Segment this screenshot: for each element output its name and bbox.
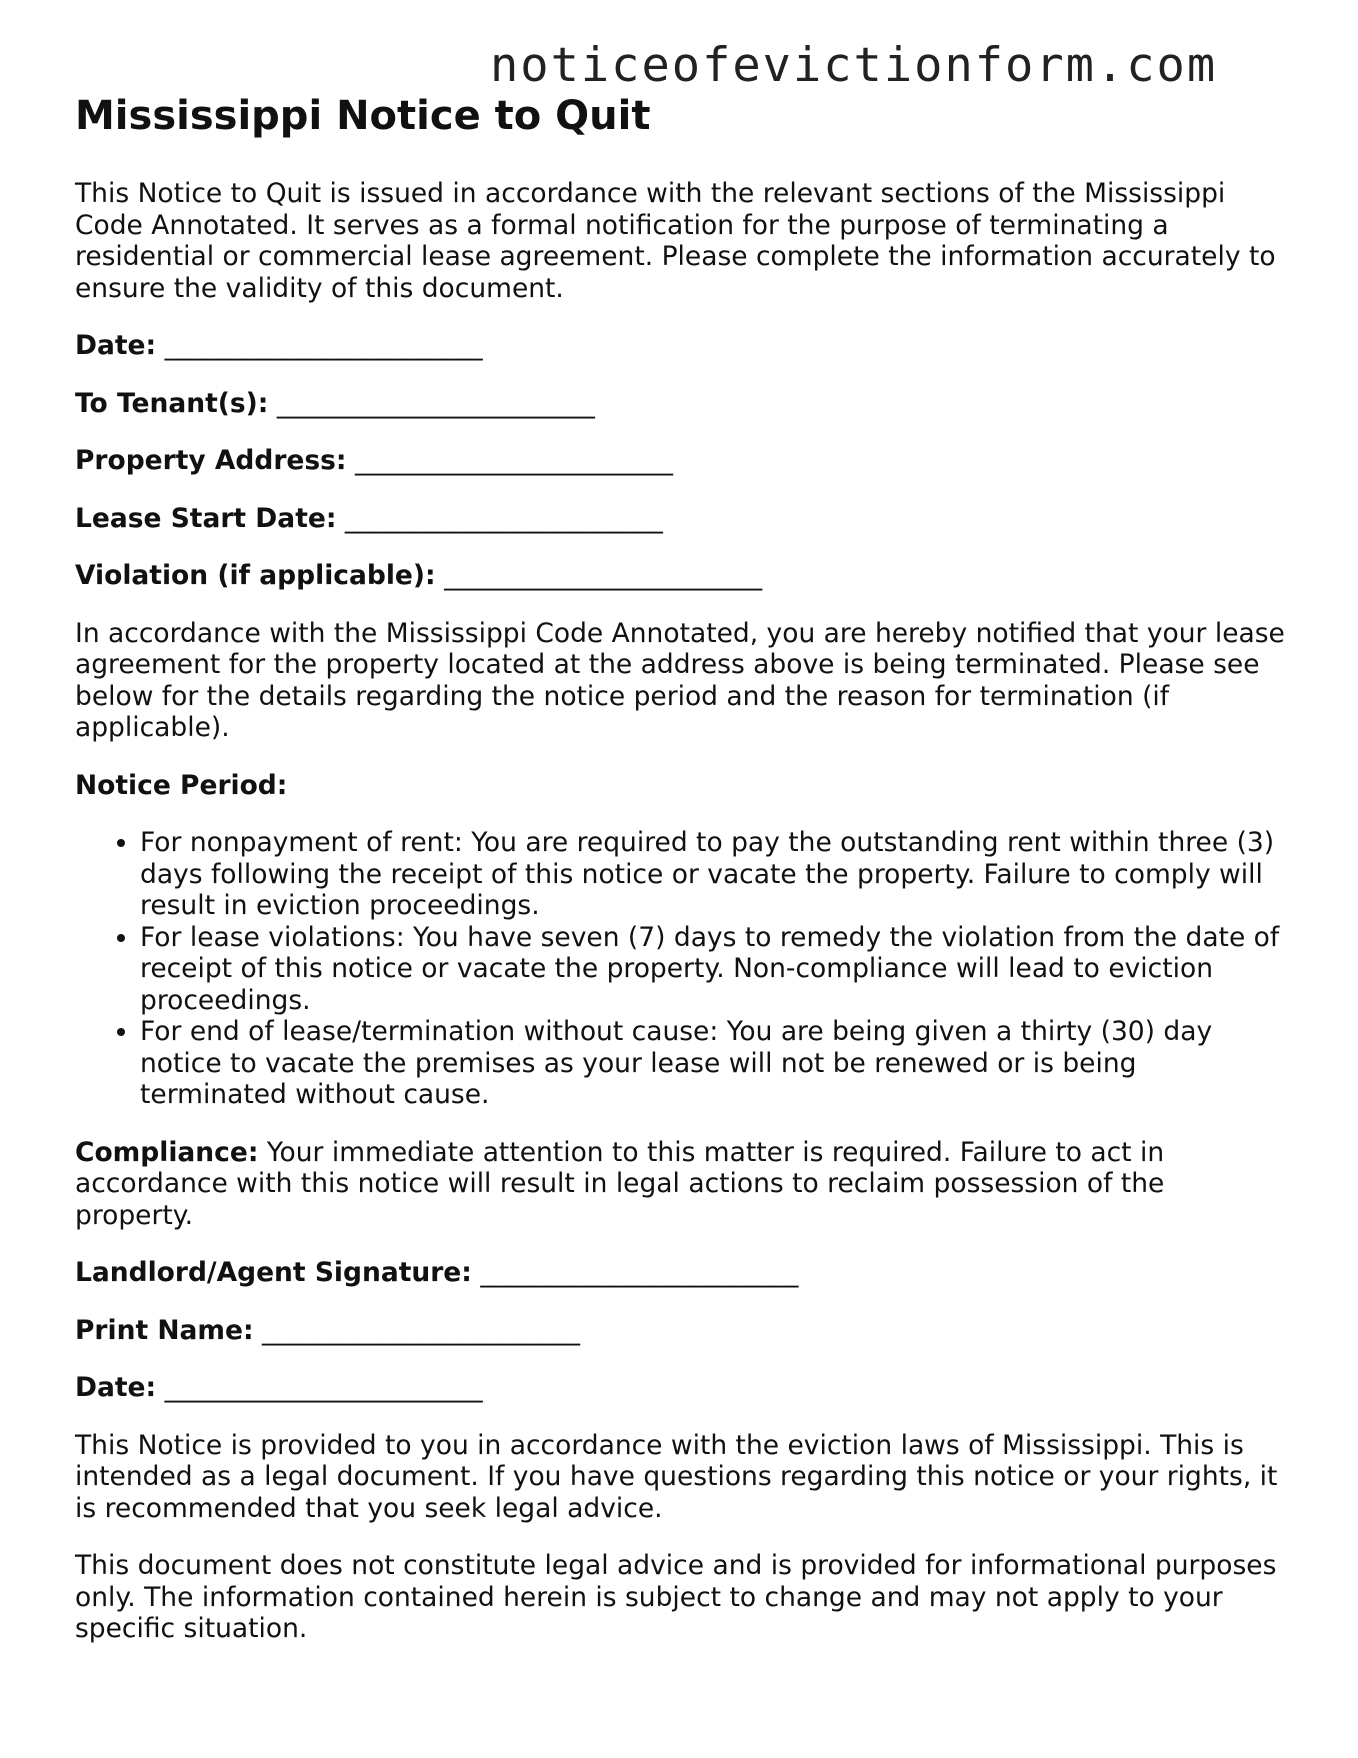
site-watermark: noticeofevictionform.com (490, 38, 1218, 93)
intro-paragraph: This Notice to Quit is issued in accordance with the relevant sections of the Mississippi Code Annotated. It serves as a formal notification for the purpose of terminating a residential or commercial lease agreement. Please complete the information accurately to ensure the validity of this document. (75, 178, 1276, 304)
property-address-field (75, 445, 1285, 477)
page-title: Mississippi Notice to Quit (75, 93, 651, 139)
closing-paragraph-legal: This Notice is provided to you in accordance with the eviction laws of Mississippi. This is intended as a legal document. If you have questions regarding this notice or your rights, it is recommended that you seek legal advice. (75, 1429, 1278, 1524)
print-name-blank[interactable]: ________________________ (262, 1314, 581, 1346)
property-address-label: Property Address: (75, 445, 347, 476)
tenant-label: To Tenant(s): (75, 387, 269, 419)
property-address-blank[interactable]: ________________________ (354, 445, 673, 476)
termination-notice-paragraph: In accordance with the Mississippi Code Annotated, you are hereby notified that your lease agreement for the property located at the address above is being terminated. Please see below for the details regarding the notice period and the reason for termination (if applicable). (75, 617, 1285, 743)
list-item: • For nonpayment of rent: You are required to pay the outstanding rent within three (3) days following the receipt of this notice or vacate the property. Failure to comply will result in eviction proceedings. (140, 827, 1285, 922)
signature-date-field (75, 1372, 1285, 1404)
lease-start-date-blank[interactable]: ________________________ (344, 502, 663, 534)
lease-start-date-field (75, 503, 1285, 535)
compliance-text: Your immediate attention to this matter is required. Failure to act in accordance with this notice will result in legal actions to reclaim possession of the property. (75, 1136, 1165, 1231)
notice-period-heading: Notice Period: (75, 769, 288, 801)
signature-date-label: Date: (75, 1372, 157, 1403)
signature-date-blank[interactable]: ________________________ (164, 1372, 483, 1403)
notice-period-list (75, 827, 1285, 1111)
list-item: • For end of lease/termination without cause: You are being given a thirty (30) day notice to vacate the premises as your lease will not be renewed or is being terminated without cause. (140, 1016, 1285, 1111)
signature-label: Landlord/Agent Signature: (75, 1257, 472, 1288)
print-name-label: Print Name: (75, 1314, 254, 1346)
date-blank[interactable]: ________________________ (164, 330, 483, 361)
list-item: • For lease violations: You have seven (7) days to remedy the violation from the date of receipt of this notice or vacate the property. Non-compliance will lead to eviction proceedings. (140, 922, 1285, 1017)
signature-field (75, 1257, 1285, 1289)
lease-start-date-label: Lease Start Date: (75, 502, 337, 534)
tenant-blank[interactable]: ________________________ (276, 387, 595, 419)
compliance-paragraph (75, 1137, 1285, 1232)
date-field (75, 330, 1285, 362)
violation-blank[interactable]: ________________________ (444, 560, 763, 591)
compliance-label: Compliance: (75, 1136, 259, 1168)
violation-field (75, 560, 1285, 592)
document-page (75, 90, 1285, 1645)
closing-paragraph-disclaimer: This document does not constitute legal advice and is provided for informational purposes only. The information contained herein is subject to change and may not apply to your specific situation. (75, 1550, 1277, 1644)
print-name-field (75, 1315, 1285, 1347)
tenant-field (75, 388, 1285, 420)
violation-label: Violation (if applicable): (75, 560, 436, 591)
signature-blank[interactable]: ________________________ (480, 1257, 799, 1288)
date-label: Date: (75, 330, 157, 361)
